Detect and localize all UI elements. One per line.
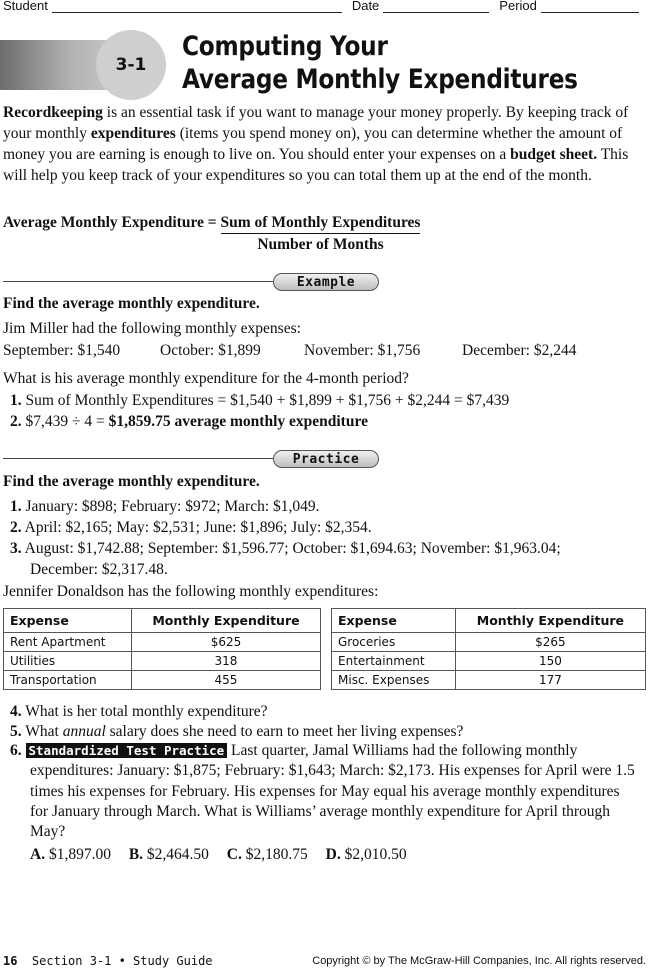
table-row [332, 671, 646, 690]
student-header [3, 0, 645, 13]
answer-choices [30, 844, 407, 865]
expense-name: Transportation [4, 671, 132, 690]
table-row [332, 652, 646, 671]
item-text: What is her total monthly expenditure? [25, 703, 268, 720]
column-header: Monthly Expenditure [455, 609, 645, 633]
item-number: 5. [10, 723, 22, 740]
choice-a[interactable] [30, 846, 111, 863]
item-number: 6. [10, 742, 22, 759]
choice-b[interactable] [129, 846, 209, 863]
item-number: 2. [10, 519, 22, 536]
choice-value: $1,897.00 [48, 846, 111, 863]
column-header: Expense [4, 609, 132, 633]
choice-d[interactable] [326, 846, 407, 863]
choice-letter: C. [226, 846, 242, 863]
item-number: 4. [10, 703, 22, 720]
expense-amount: 150 [455, 652, 645, 671]
choice-letter: A. [30, 846, 46, 863]
choice-value: $2,180.75 [245, 846, 308, 863]
question-5 [10, 721, 463, 742]
expense-name: Utilities [4, 652, 132, 671]
example-question: What is his average monthly expenditure for the 4-month period? [3, 370, 409, 387]
text: (items you spend money on), you can determine whether the amount of money you are earning is enough to live on. You should enter your expenses on a [3, 125, 623, 163]
footer-left [3, 954, 213, 968]
expense-amount: 318 [131, 652, 320, 671]
title-line-1: Computing Your [182, 31, 388, 62]
expense-name: Misc. Expenses [332, 671, 456, 690]
student-label: Student [3, 0, 48, 13]
item-number: 3. [10, 540, 22, 557]
expense-amount: 177 [455, 671, 645, 690]
intro-paragraph [3, 102, 645, 186]
item-text: annual [62, 723, 106, 740]
practice-item-3 [10, 538, 561, 580]
student-name-field[interactable] [52, 1, 342, 13]
example-intro: Jim Miller had the following monthly expenses: [3, 320, 301, 337]
table-row [4, 671, 321, 690]
month-expense: November: $1,756 [304, 342, 421, 359]
table-row [4, 633, 321, 652]
step-answer: $1,859.75 average monthly expenditure [108, 413, 368, 430]
term: budget sheet. [510, 146, 598, 163]
term: Recordkeeping [3, 104, 103, 121]
expense-name: Rent Apartment [4, 633, 132, 652]
divider [3, 458, 273, 459]
page-number: 16 [3, 954, 18, 968]
column-header: Expense [332, 609, 456, 633]
item-text: December: $2,317.48. [30, 561, 168, 578]
item-number: 1. [10, 498, 22, 515]
example-step-2 [10, 411, 368, 432]
formula-denominator: Number of Months [257, 236, 384, 253]
jennifer-intro: Jennifer Donaldson has the following monthly expenditures: [3, 583, 379, 600]
formula-numerator: Sum of Monthly Expenditures [221, 212, 421, 234]
practice-prompt: Find the average monthly expenditure. [3, 473, 260, 490]
expense-table-left [3, 608, 321, 690]
choice-letter: B. [128, 846, 144, 863]
page-title [182, 30, 578, 96]
step-number: 2. [10, 413, 22, 430]
item-text: salary does she need to earn to meet her living expenses? [105, 723, 464, 740]
month-expense: December: $2,244 [462, 342, 577, 359]
expense-table-right [331, 608, 646, 690]
expense-name: Entertainment [332, 652, 456, 671]
formula-lhs: Average Monthly Expenditure = [3, 214, 217, 231]
text: is an essential task if you want to manage your money properly. By keeping track of your monthly [3, 104, 629, 142]
expense-amount: $265 [455, 633, 645, 652]
table-row [332, 633, 646, 652]
choice-value: $2,464.50 [146, 846, 209, 863]
choice-value: $2,010.50 [344, 846, 407, 863]
item-text: August: $1,742.88; September: $1,596.77; October: $1,694.63; November: $1,963.04; [24, 540, 561, 557]
column-header: Monthly Expenditure [131, 609, 320, 633]
date-field[interactable] [383, 1, 489, 13]
item-text: April: $2,165; May: $2,531; June: $1,896; July: $2,354. [24, 519, 372, 536]
month-expense: October: $1,899 [160, 342, 261, 359]
text: This will help you keep track of your expenditures so you can total them up at the end of the month. [3, 146, 629, 184]
step-text: $7,439 ÷ 4 = [25, 413, 109, 430]
expense-amount: 455 [131, 671, 320, 690]
practice-label: Practice [273, 450, 379, 468]
item-text: What [25, 723, 63, 740]
item-text: January: $898; February: $972; March: $1,049. [25, 498, 320, 515]
standardized-test-badge: Standardized Test Practice [26, 743, 228, 758]
question-6 [10, 741, 638, 842]
copyright: Copyright © by The McGraw-Hill Companies, Inc. All rights reserved. [312, 955, 646, 967]
example-prompt: Find the average monthly expenditure. [3, 295, 260, 312]
month-expense: September: $1,540 [3, 342, 121, 359]
choice-c[interactable] [227, 846, 308, 863]
period-label: Period [499, 0, 537, 13]
date-label: Date [351, 0, 380, 13]
example-step-1 [10, 390, 509, 411]
expense-name: Groceries [332, 633, 456, 652]
period-field[interactable] [541, 1, 639, 13]
lesson-number-badge: 3-1 [96, 30, 166, 100]
footer-section: Section 3-1 • Study Guide [31, 954, 213, 968]
formula [3, 212, 420, 255]
practice-item-2 [10, 517, 372, 538]
item-text: Last quarter, Jamal Williams had the following monthly expenditures: January: $1,875; February: $1,643; March: $2,173. His expenses for April were 1.5 times his expenses for February. His expenses for May equal his average monthly expenditures for January through March. What is Williams’ average monthly expenditure for April through May? [30, 742, 635, 841]
step-text: Sum of Monthly Expenditures = $1,540 + $1,899 + $1,756 + $2,244 = $7,439 [25, 392, 510, 409]
table-row [4, 652, 321, 671]
term: expenditures [90, 125, 176, 142]
choice-letter: D. [325, 846, 341, 863]
expense-amount: $625 [131, 633, 320, 652]
divider [3, 281, 273, 282]
example-label: Example [273, 273, 379, 291]
question-4 [10, 701, 268, 722]
practice-item-1 [10, 496, 320, 517]
step-number: 1. [10, 392, 22, 409]
title-line-2: Average Monthly Expenditures [182, 64, 578, 95]
